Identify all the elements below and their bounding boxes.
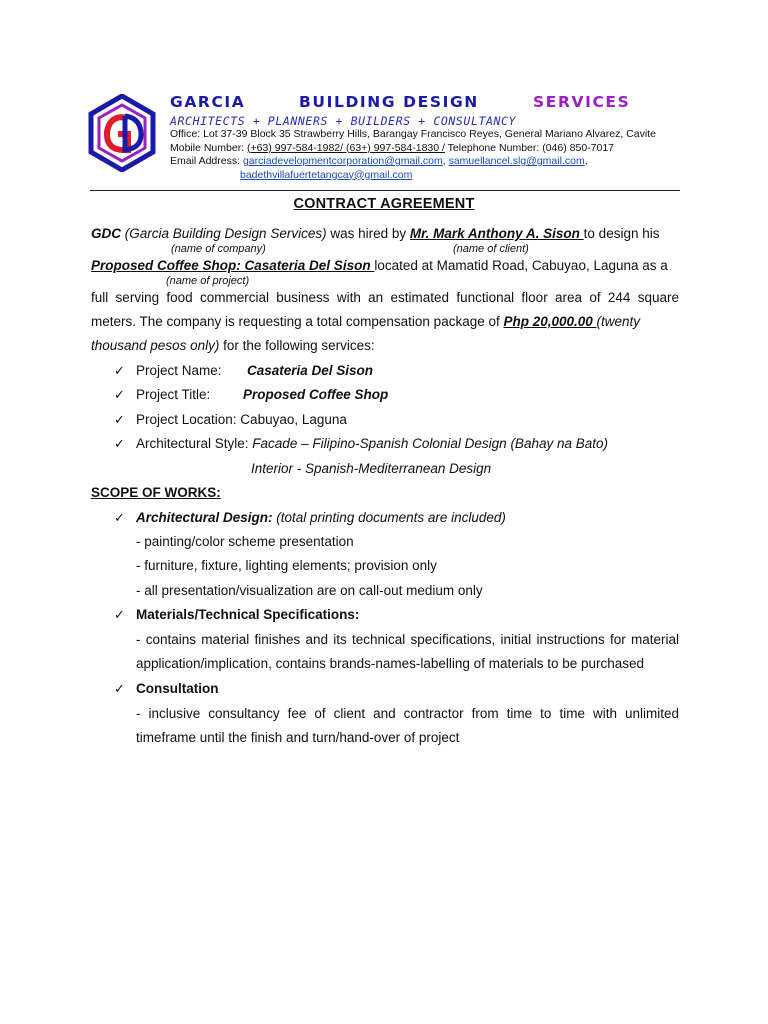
email-separator: , [442, 155, 449, 167]
check-icon: ✓ [114, 363, 125, 378]
email-link-2[interactable]: samuellancel.slg@gmail.com [448, 155, 585, 167]
company-header [170, 93, 690, 182]
label-name-of-company: (name of company) [171, 243, 266, 255]
scope-consultation-line-2: timeframe until the finish and turn/hand-over of project [136, 730, 460, 745]
compensation-amount: Php 20,000.00 [503, 314, 597, 329]
compensation-text: meters. The company is requesting a total compensation package of [91, 314, 504, 329]
email-trailing-comma: , [584, 155, 588, 167]
label-name-of-project: (name of project) [166, 275, 250, 287]
scope-consultation-title: Consultation [136, 681, 219, 696]
company-name-paren: (Garcia Building Design Services) [121, 226, 327, 241]
check-icon: ✓ [114, 436, 125, 451]
hired-by-text: was hired by [326, 226, 410, 241]
scope-architectural-design [136, 510, 506, 525]
email-link-3[interactable]: badethvillafuertetangcay@gmail.com [240, 168, 413, 181]
scope-subitem: - painting/color scheme presentation [136, 534, 354, 549]
intro-line-4 [91, 314, 640, 329]
mobile-numbers: (+63) 997-584-1982/ (63+) 997-584-1830 / [247, 141, 445, 154]
label-name-of-client: (name of client) [453, 243, 529, 255]
detail-architectural-style [136, 436, 608, 451]
scope-item-title: Architectural Design: [136, 510, 273, 525]
to-design-text: to design his [583, 226, 660, 241]
company-logo [88, 94, 156, 172]
detail-label: Architectural Style: [136, 436, 253, 451]
check-icon: ✓ [114, 412, 125, 427]
detail-project-name [136, 363, 374, 378]
scope-consultation-line-1: - inclusive consultancy fee of client and contractor from time to time with unlimited [136, 706, 679, 721]
scope-subitem: - furniture, fixture, lighting elements; provision only [136, 558, 437, 573]
phone-line [170, 142, 690, 156]
company-tagline: ARCHITECTS + PLANNERS + BUILDERS + CONSULTANCY [170, 114, 517, 128]
detail-label: Project Name: [136, 363, 222, 378]
email-line [170, 155, 690, 169]
scope-heading: SCOPE OF WORKS: [91, 485, 221, 500]
mobile-label: Mobile Number: [170, 141, 248, 154]
scope-item-note: (total printing documents are included) [272, 510, 506, 525]
email-label: Email Address: [170, 155, 243, 167]
detail-label: Project Location: Cabuyao, Laguna [136, 412, 347, 427]
detail-value: Proposed Coffee Shop [243, 387, 389, 402]
office-address: Office: Lot 37-39 Block 35 Strawberry Hills, Barangay Francisco Reyes, General Mariano Alvarez, Cavite [170, 128, 656, 140]
email-link-1[interactable]: garciadevelopmentcorporation@gmail.com [242, 155, 443, 167]
services-intro: for the following services: [219, 338, 375, 353]
detail-value: Facade – Filipino-Spanish Colonial Design (Bahay na Bato) [252, 436, 608, 451]
check-icon: ✓ [114, 387, 125, 402]
company-name-word1: GARCIA [170, 93, 246, 111]
scope-materials-line-1: - contains material finishes and its technical specifications, initial instructions for material [136, 632, 679, 647]
detail-label: Project Title: [136, 387, 211, 402]
company-name-word2: BUILDING DESIGN [299, 93, 479, 111]
header-divider [90, 190, 680, 191]
check-icon: ✓ [114, 681, 125, 696]
scope-materials-title: Materials/Technical Specifications: [136, 607, 360, 622]
project-name: Proposed Coffee Shop: Casateria Del Sison [91, 258, 375, 273]
located-text: located at Mamatid Road, Cabuyao, Laguna as a [374, 258, 668, 273]
intro-line-3: full serving food commercial business with an estimated functional floor area of 244 square [91, 290, 679, 305]
company-address [170, 128, 690, 182]
email-line-2 [170, 169, 690, 183]
document-title: CONTRACT AGREEMENT [293, 196, 475, 212]
company-name-word3: SERVICES [533, 93, 631, 111]
scope-subitem: - all presentation/visualization are on call-out medium only [136, 583, 483, 598]
intro-line-5 [91, 338, 375, 353]
company-name [170, 93, 690, 113]
detail-project-location [136, 412, 347, 427]
client-name: Mr. Mark Anthony A. Sison [409, 226, 584, 241]
detail-value: Casateria Del Sison [247, 363, 374, 378]
intro-line-2 [91, 258, 668, 273]
amount-words-2: thousand pesos only) [91, 338, 220, 353]
gdc-abbrev: GDC [91, 226, 121, 241]
amount-words-1: (twenty [596, 314, 641, 329]
check-icon: ✓ [114, 607, 125, 622]
scope-materials-line-2: application/implication, contains brands-names-labelling of materials to be purchased [136, 656, 645, 671]
intro-line-1 [91, 226, 659, 241]
interior-style: Interior - Spanish-Mediterranean Design [251, 461, 492, 476]
detail-project-title [136, 387, 389, 402]
check-icon: ✓ [114, 510, 125, 525]
telephone-number: Telephone Number: (046) 850-7017 [444, 141, 615, 154]
